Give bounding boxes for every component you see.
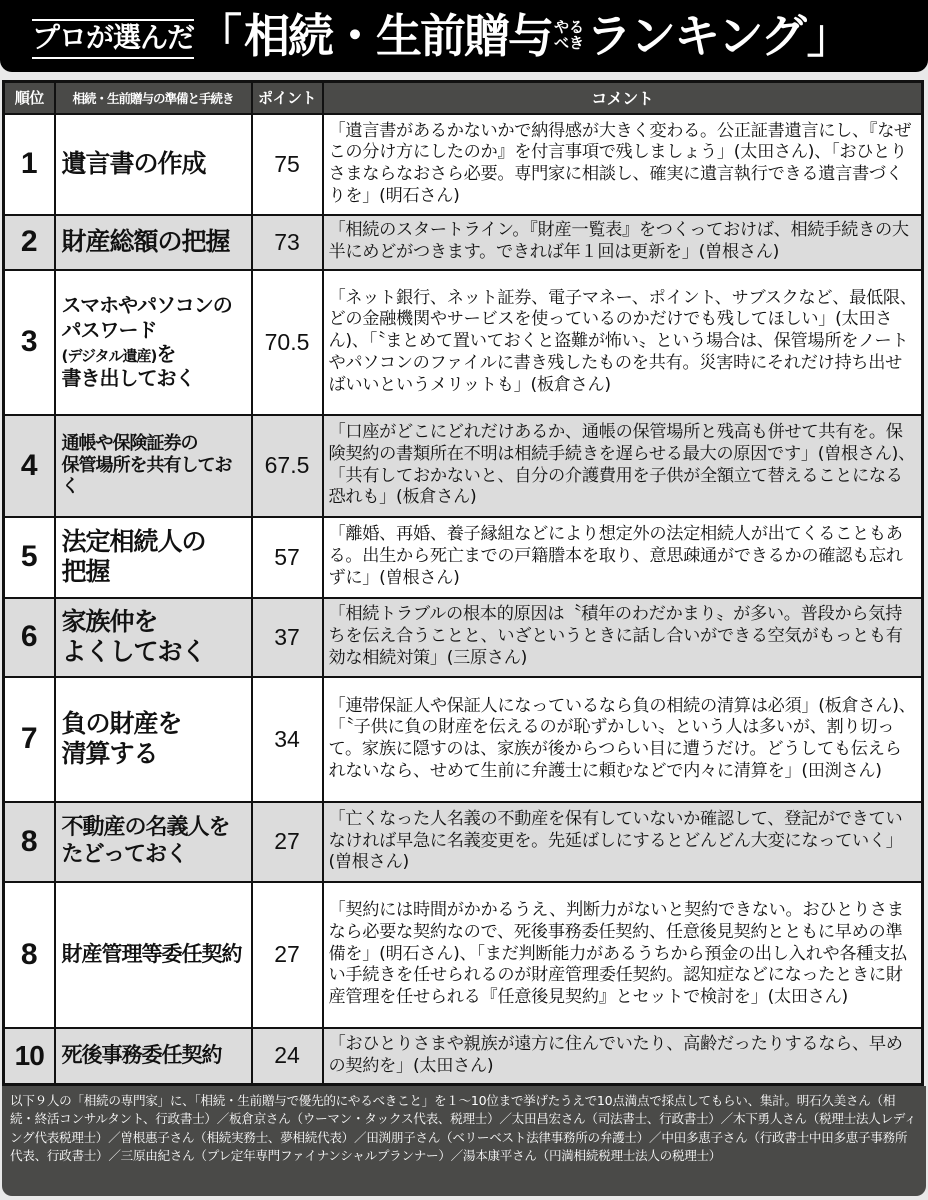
comment-cell: 「遺言書があるかないかで納得感が大きく変わる。公正証書遺言にし、『なぜこの分け方にしたのか』を付言事項で残しましょう」(太田さん)、「おひとりさまならなおさら必要。専門家に相談し、確実に遺言執行できる遺言書づくりを」(明石さん) — [323, 114, 923, 215]
item-line: 書き出しておく — [61, 366, 195, 391]
rank-cell: 1 — [4, 114, 55, 215]
table-row — [4, 114, 923, 215]
table-row — [4, 517, 923, 598]
points-cell: 34 — [252, 677, 323, 802]
item-line: 負の財産を — [61, 708, 182, 738]
item-line: 把握 — [61, 557, 110, 586]
rank-cell: 8 — [4, 802, 55, 882]
item-line: スマホやパソコンの — [61, 293, 232, 318]
points-cell: 24 — [252, 1028, 323, 1085]
table-row — [4, 270, 923, 415]
item-sub-after: を — [156, 342, 176, 366]
title-small-stack — [554, 20, 584, 52]
table-row — [4, 802, 923, 882]
header-comment: コメント — [323, 82, 923, 114]
item-line: 家族仲を — [61, 606, 158, 636]
item-cell — [55, 114, 252, 215]
table-header-row — [4, 82, 923, 114]
comment-cell: 「相続トラブルの根本的原因は〝積年のわだかまり〟が多い。普段から気持ちを伝え合うことと、いざというときに話し合いができる空気がもっとも有効な相続対策」(三原さん) — [323, 598, 923, 677]
points-cell: 27 — [252, 882, 323, 1028]
item-cell — [55, 517, 252, 598]
item-line: 不動産の名義人を — [61, 814, 230, 840]
points-cell: 73 — [252, 215, 323, 270]
comment-cell: 「連帯保証人や保証人になっているなら負の相続の清算は必須」(板倉さん)、「〝子供に負の財産を伝えるのが恥ずかしい〟という人は多いが、割り切って。家族に隠すのは、家族が後からつらい目に遭うだけ。どうしても伝えられないなら、せめて生前に弁護士に頼むなどで内々に清算を」(田渕さん) — [323, 677, 923, 802]
title-open-bracket: 「 — [196, 9, 243, 63]
title-main-part2: ランキング — [586, 9, 805, 63]
rank-cell: 2 — [4, 215, 55, 270]
header-points: ポイント — [252, 82, 323, 114]
table-row — [4, 215, 923, 270]
comment-cell: 「亡くなった人名義の不動産を保有していないか確認して、登記ができていなければ早急に名義変更を。先延ばしにするとどんどん大変になっていく」(曽根さん) — [323, 802, 923, 882]
item-cell — [55, 677, 252, 802]
comment-cell: 「ネット銀行、ネット証券、電子マネー、ポイント、サブスクなど、最低限、どの金融機関やサービスを使っているのかだけでも残してほしい」(太田さん)、「〝まとめて置いておくと盗難が怖い〟という場合は、保管場所をノートやパソコンのファイルに書き残したものを共有。災害時にそれだけ持ち出せばいいというメリットも」(板倉さん) — [323, 270, 923, 415]
item-line: 死後事務委任契約 — [61, 1042, 222, 1067]
comment-cell: 「離婚、再婚、養子縁組などにより想定外の法定相続人が出てくることもある。出生から死亡までの戸籍謄本を取り、意思疎通ができるかの確認も忘れずに」(曽根さん) — [323, 517, 923, 598]
ranking-table — [2, 80, 924, 1086]
item-line: 清算する — [61, 739, 158, 768]
points-cell: 37 — [252, 598, 323, 677]
item-sub: (デジタル遺産) — [61, 347, 157, 365]
item-cell — [55, 1028, 252, 1085]
points-cell: 27 — [252, 802, 323, 882]
points-cell: 67.5 — [252, 415, 323, 517]
item-line: 財産管理等委任契約 — [61, 941, 242, 966]
title-small-bottom: べき — [554, 34, 585, 52]
item-line: たどっておく — [61, 841, 188, 867]
comment-cell: 「口座がどこにどれだけあるか、通帳の保管場所と残高も併せて共有を。保険契約の書類所在不明は相続手続きを遅らせる最大の原因です」(曽根さん)、「共有しておかないと、自分の介護費用を子供が全額立て替えることになる恐れも」(板倉さん) — [323, 415, 923, 517]
item-cell — [55, 270, 252, 415]
rank-cell: 3 — [4, 270, 55, 415]
footer-text: 以下９人の「相続の専門家」に、「相続・生前贈与で優先的にやるべきこと」を１～10位まで挙げたうえで10点満点で採点してもらい、集計。明石久美さん（相続・終活コンサルタント、行政書士）／板倉京さん（ウーマン・タックス代表、税理士）／太田昌宏さん（司法書士、行政書士）／木下勇人さん（税理士法人レディング代表税理士）／曽根惠子さん（相続実務士、夢相続代表）／田渕朋子さん（ベリーベスト法律事務所の弁護士）／中田多恵子さん（行政書士中田多恵子事務所代表、行政書士）／三原由紀さん（プレ定年専門ファイナンシャルプランナー）／湯本康平さん（円満相続税理士法人の税理士） — [10, 1093, 917, 1163]
table-row — [4, 1028, 923, 1085]
rank-cell: 10 — [4, 1028, 55, 1085]
rank-cell: 7 — [4, 677, 55, 802]
footer-note — [2, 1086, 926, 1196]
item-cell — [55, 598, 252, 677]
item-line: パスワード — [61, 317, 157, 342]
comment-cell: 「おひとりさまや親族が遠方に住んでいたり、高齢だったりするなら、早めの契約を」(太田さん) — [323, 1028, 923, 1085]
item-line: 財産総額の把握 — [61, 226, 230, 256]
title-close-bracket: 」 — [806, 9, 853, 63]
title-main-part1: 相続・生前贈与 — [244, 9, 553, 63]
item-line: 法定相続人の — [61, 526, 206, 556]
table-row — [4, 415, 923, 517]
item-line: よくしておく — [61, 637, 206, 666]
header-rank: 順位 — [4, 82, 55, 114]
item-line: 通帳や保険証券の — [61, 432, 198, 454]
item-cell — [55, 415, 252, 517]
comment-cell: 「相続のスタートライン。『財産一覧表』をつくっておけば、相続手続きの大半にめどがつきます。できれば年１回は更新を」(曽根さん) — [323, 215, 923, 270]
table-row — [4, 677, 923, 802]
title-small-top: やる — [554, 18, 585, 37]
rank-cell: 6 — [4, 598, 55, 677]
table-row — [4, 882, 923, 1028]
rank-cell: 5 — [4, 517, 55, 598]
points-cell: 75 — [252, 114, 323, 215]
points-cell: 57 — [252, 517, 323, 598]
item-line: 保管場所を共有しておく — [61, 454, 232, 498]
item-line — [62, 342, 247, 366]
table-row — [4, 598, 923, 677]
rank-cell: 8 — [4, 882, 55, 1028]
title-prefix: プロが選んだ — [32, 19, 194, 59]
item-cell — [55, 802, 252, 882]
comment-cell: 「契約には時間がかかるうえ、判断力がないと契約できない。おひとりさまなら必要な契約なので、死後事務委任契約、任意後見契約とともに早めの準備を」(明石さん)、「まだ判断能力があるうちから預金の出し入れや各種支払い手続きを任せられるのが財産管理委任契約。認知症などになったときに財産管理を任せられる『任意後見契約』とセットで検討を」(太田さん) — [323, 882, 923, 1028]
item-cell — [55, 882, 252, 1028]
item-cell — [55, 215, 252, 270]
header-item: 相続・生前贈与の準備と手続き — [55, 82, 252, 114]
rank-cell: 4 — [4, 415, 55, 517]
title-banner — [0, 0, 928, 72]
points-cell: 70.5 — [252, 270, 323, 415]
item-line: 遺言書の作成 — [61, 148, 206, 178]
